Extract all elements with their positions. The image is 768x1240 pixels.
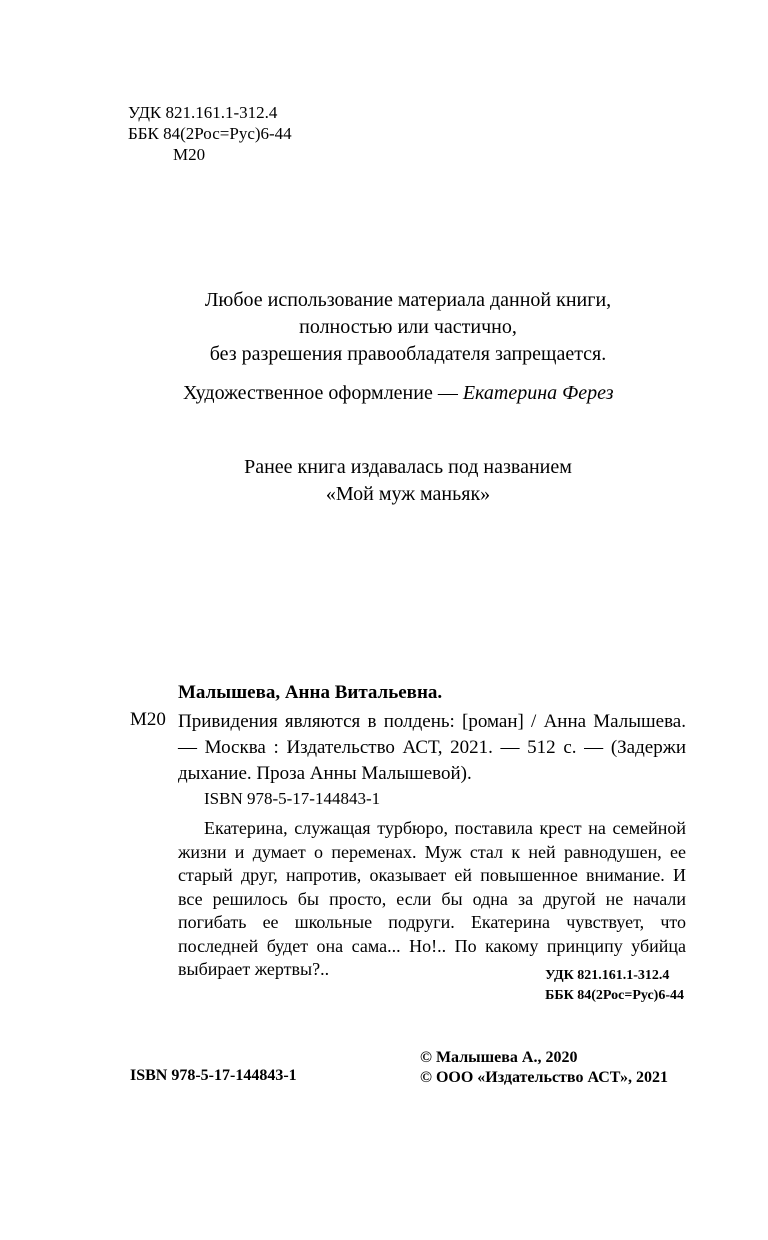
author-mark: М20 [173, 145, 206, 164]
udk-header [128, 102, 292, 165]
previous-title-line-2: «Мой муж маньяк» [325, 483, 491, 505]
udk-code: УДК 821.161.1-312.4 [128, 103, 278, 122]
catalog-code: М20 [130, 709, 166, 730]
notice-line-3: без разрешения правообладателя запрещается. [209, 343, 607, 365]
design-artist: Екатерина Ферез [462, 382, 614, 404]
previous-title-line-1: Ранее книга издавалась под названием [244, 456, 572, 478]
bbk-code: ББК 84(2Рос=Рус)6-44 [128, 124, 292, 143]
notice-line-2: полностью или частично, [299, 316, 517, 338]
catalog-author: Малышева, Анна Витальевна. [178, 682, 443, 703]
design-credit [183, 382, 614, 405]
footer-copyrights [420, 1048, 668, 1088]
copyright-author: © Малышева А., 2020 [420, 1049, 578, 1066]
previous-title-notice [0, 454, 768, 508]
catalog-isbn: ISBN 978-5-17-144843-1 [204, 789, 381, 808]
catalog-udk: УДК 821.161.1-312.4 [545, 968, 670, 983]
footer-isbn: ISBN 978-5-17-144843-1 [130, 1067, 297, 1084]
catalog-annotation: Екатерина, служащая турбюро, поставила крест на семейной жизни и думает о переменах. Муж стал к ней равнодушен, ее старый друг, напротив, оказывает ей повышенное внимание. И все решилось бы просто, если бы одна за другой не начали погибать ее школьные подруги. Екатерина чувствует, что последней будет она сама... Но!.. По какому принципу убийца выбирает жертвы?.. [178, 818, 686, 979]
catalog-classification [545, 966, 684, 1006]
catalog-bbk: ББК 84(2Рос=Рус)6-44 [545, 988, 684, 1003]
copyright-notice [0, 287, 768, 368]
copyright-publisher: © ООО «Издательство АСТ», 2021 [420, 1069, 669, 1086]
catalog-bibliographic: Привидения являются в полдень: [роман] / Анна Малышева. — Москва : Издательство АСТ, 2021. — 512 с. — (Задержи дыхание. Проза Анны Малышевой). [178, 711, 686, 784]
design-label: Художественное оформление — [183, 382, 463, 404]
notice-line-1: Любое использование материала данной книги, [204, 289, 612, 311]
